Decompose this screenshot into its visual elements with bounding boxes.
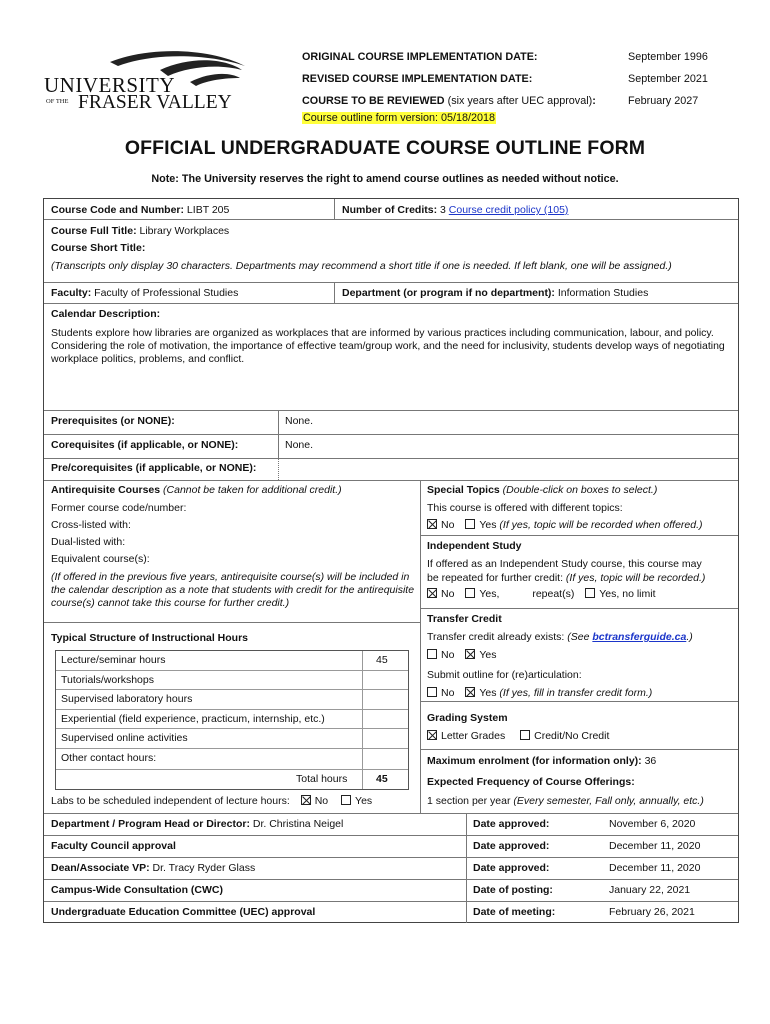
credit-policy-link[interactable]: Course credit policy (105) [448, 204, 569, 216]
credit-no-credit-checkbox[interactable] [520, 730, 530, 740]
independent-nolimit-checkbox[interactable] [585, 588, 595, 598]
labs-yes-checkbox[interactable] [341, 795, 351, 805]
grading-system-label: Grading System [427, 712, 508, 724]
original-date-value: September 1996 [628, 51, 708, 63]
full-title: Course Full Title: Library Workplaces [51, 225, 230, 237]
approval-date-label: Date of posting: [473, 884, 553, 896]
implementation-dates [302, 48, 742, 130]
approval-date-label: Date approved: [473, 862, 550, 874]
antirequisite-label: Antirequisite Courses (Cannot be taken for additional credit.) [51, 484, 342, 496]
hours-table [55, 650, 409, 790]
independent-no-checkbox[interactable] [427, 588, 437, 598]
total-hours-row: Total hours 45 [296, 772, 388, 785]
calendar-description: Students explore how libraries are organized as workplaces that are informed by various practices including communication, labour, and policy. Considering the role of motivation, the importance of effective team/group work, and the need for inclusivity, students develop ways of negotiating workplace politics, problems, and conflict. [51, 327, 725, 365]
hours-row: Lecture/seminar hours 45 [56, 651, 408, 671]
articulation-no-checkbox[interactable] [427, 687, 437, 697]
former-course: Former course code/number: [51, 502, 187, 514]
transfer-exists: Transfer credit already exists: (See bctransferguide.ca.) [427, 631, 693, 643]
logo-line1: UNIVERSITY [44, 73, 175, 97]
independent-study-text2: be repeated for further credit: (If yes, topic will be recorded.) [427, 572, 706, 584]
approval-date-label: Date of meeting: [473, 906, 556, 918]
approval-date-label: Date approved: [473, 840, 550, 852]
transfer-credit-label: Transfer Credit [427, 613, 502, 625]
independent-study-options: No Yes, repeat(s) Yes, no limit [427, 588, 656, 601]
labs-no-checkbox[interactable] [301, 795, 311, 805]
short-title-note: (Transcripts only display 30 characters. Departments may recommend a short title if one is needed. If left blank, one will be assigned.) [51, 260, 672, 272]
calendar-description-label: Calendar Description: [51, 308, 161, 320]
prerequisites-value: None. [285, 415, 314, 427]
form-version-highlight: Course outline form version: 05/18/2018 [303, 112, 496, 124]
independent-yes-checkbox[interactable] [465, 588, 475, 598]
approval-uec: Undergraduate Education Committee (UEC) approval [51, 906, 316, 918]
corequisites-label: Corequisites (if applicable, or NONE): [51, 439, 239, 451]
special-topics-options: No Yes (If yes, topic will be recorded when offered.) [427, 519, 703, 532]
logo-line2: FRASER VALLEY [78, 92, 232, 113]
corequisites-value: None. [285, 439, 314, 451]
dual-listed: Dual-listed with: [51, 536, 126, 548]
approval-date: November 6, 2020 [609, 818, 696, 830]
approval-dept-head: Department / Program Head or Director: Dr. Christina Neigel [51, 818, 344, 830]
frequency-label: Expected Frequency of Course Offerings: [427, 776, 635, 788]
logo-of-the: OF THE [46, 98, 69, 105]
prerequisites-label: Prerequisites (or NONE): [51, 415, 175, 427]
transfer-yes-checkbox[interactable] [465, 649, 475, 659]
cross-listed: Cross-listed with: [51, 519, 131, 531]
approval-faculty-council: Faculty Council approval [51, 840, 176, 852]
university-logo [40, 48, 250, 118]
transfer-exists-options: No Yes [427, 649, 497, 662]
hours-structure-label: Typical Structure of Instructional Hours [51, 632, 248, 644]
approval-cwc: Campus-Wide Consultation (CWC) [51, 884, 223, 896]
course-code: Course Code and Number: LIBT 205 [51, 204, 230, 216]
amend-note: Note: The University reserves the right to amend course outlines as needed without notice. [151, 173, 619, 185]
review-date-value: February 2027 [628, 95, 699, 107]
equivalent-courses: Equivalent course(s): [51, 553, 150, 565]
submit-outline-options: No Yes (If yes, fill in transfer credit form.) [427, 687, 652, 700]
labs-schedule: Labs to be scheduled independent of lecture hours: No Yes [51, 795, 373, 807]
approval-dean: Dean/Associate VP: Dr. Tracy Ryder Glass [51, 862, 256, 874]
hours-row: Experiential (field experience, practicum, internship, etc.) [56, 710, 408, 730]
submit-outline: Submit outline for (re)articulation: [427, 669, 582, 681]
faculty: Faculty: Faculty of Professional Studies [51, 287, 239, 299]
approval-date-label: Date approved: [473, 818, 550, 830]
credits: Number of Credits: 3 Course credit policy (105) [342, 204, 569, 216]
letter-grades-checkbox[interactable] [427, 730, 437, 740]
short-title-label: Course Short Title: [51, 242, 146, 254]
approval-date: December 11, 2020 [609, 862, 701, 874]
original-date-label: ORIGINAL COURSE IMPLEMENTATION DATE: [302, 51, 538, 63]
bctransferguide-link[interactable]: bctransferguide.ca [592, 631, 687, 643]
approval-date: January 22, 2021 [609, 884, 691, 896]
hours-row: Supervised online activities [56, 729, 408, 749]
max-enrolment: Maximum enrolment (for information only): 36 [427, 755, 657, 767]
form-title: OFFICIAL UNDERGRADUATE COURSE OUTLINE FORM [124, 137, 646, 159]
special-topics-label: Special Topics (Double-click on boxes to select.) [427, 484, 658, 496]
special-topics-no-checkbox[interactable] [427, 519, 437, 529]
transfer-no-checkbox[interactable] [427, 649, 437, 659]
articulation-yes-checkbox[interactable] [465, 687, 475, 697]
approval-date: December 11, 2020 [609, 840, 701, 852]
revised-date-value: September 2021 [628, 73, 708, 85]
precorequisites-label: Pre/corequisites (if applicable, or NONE): [51, 462, 257, 474]
department: Department (or program if no department): Information Studies [342, 287, 649, 299]
antirequisite-note: (If offered in the previous five years, antirequisite course(s) will be included in the calendar description as a note that students with credit for the antirequisite course(s) cannot take this course for further credit.) [51, 571, 415, 609]
independent-study-text1: If offered as an Independent Study course, this course may [427, 558, 702, 570]
hours-row: Other contact hours: [56, 749, 408, 770]
grading-options: Letter Grades Credit/No Credit [427, 730, 609, 743]
revised-date-label: REVISED COURSE IMPLEMENTATION DATE: [302, 73, 533, 85]
course-outline-form [43, 198, 739, 923]
review-date-label: COURSE TO BE REVIEWED (six years after UEC approval): [302, 95, 596, 107]
independent-study-label: Independent Study [427, 540, 522, 552]
approval-date: February 26, 2021 [609, 906, 695, 918]
special-topics-yes-checkbox[interactable] [465, 519, 475, 529]
special-topics-question: This course is offered with different topics: [427, 502, 623, 514]
frequency-value: 1 section per year (Every semester, Fall only, annually, etc.) [427, 795, 704, 807]
hours-row: Supervised laboratory hours [56, 690, 408, 710]
hours-row: Tutorials/workshops [56, 671, 408, 691]
